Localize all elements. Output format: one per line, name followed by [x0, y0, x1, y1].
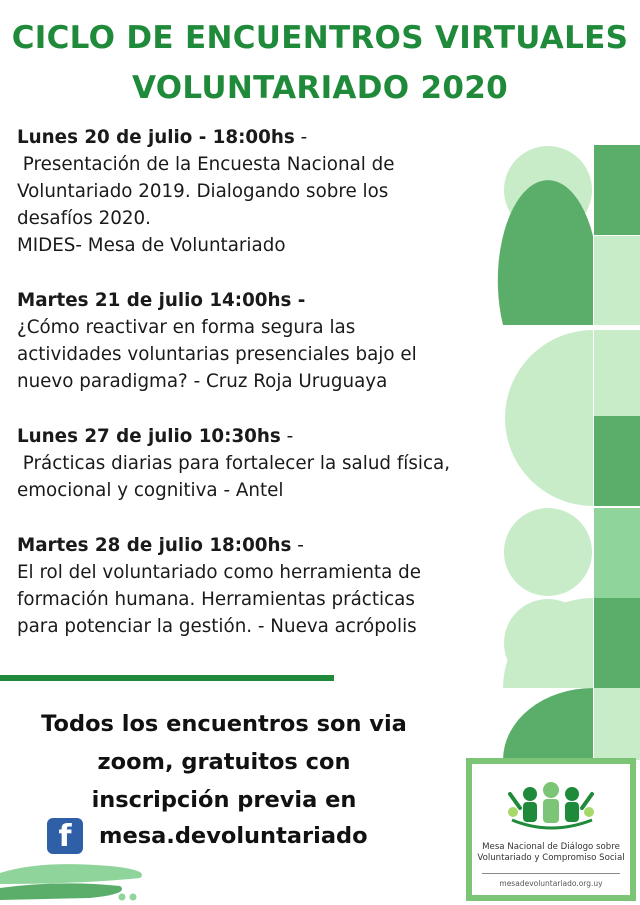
section-divider [0, 675, 334, 681]
deco-rect-5 [594, 598, 640, 688]
deco-circle-2 [504, 508, 592, 596]
organization-logo [466, 758, 636, 901]
event-date-suffix: - [291, 535, 304, 556]
page-title-line-1: CICLO DE ENCUENTROS VIRTUALES [11, 20, 629, 56]
event-line: Presentación de la Encuesta Nacional de [17, 154, 395, 175]
event-date: Martes 28 de julio 18:00hs [17, 535, 292, 556]
deco-rect-1 [594, 145, 640, 235]
event-line: para potenciar la gestión. - Nueva acrópolis [17, 616, 417, 637]
deco-half-2 [594, 236, 640, 325]
logo-divider [482, 873, 620, 874]
event-line: El rol del voluntariado como herramienta de [17, 562, 421, 583]
deco-big-circle [505, 330, 593, 506]
deco-half-3 [503, 598, 593, 688]
facebook-icon[interactable] [47, 818, 83, 854]
page-title-line-2: VOLUNTARIADO 2020 [132, 70, 508, 106]
logo-url: mesadevoluntariado.org.uy [499, 879, 603, 888]
event-date-suffix: - [280, 426, 294, 447]
logo-line-2: Voluntariado y Compromiso Social [477, 853, 625, 863]
event-line: nuevo paradigma? - Cruz Roja Uruguaya [17, 371, 388, 392]
facebook-glyph: f [58, 819, 72, 854]
footer-line-2: zoom, gratuitos con [97, 749, 351, 775]
deco-rect-3 [594, 416, 640, 506]
event-line: emocional y cognitiva - Antel [17, 480, 284, 501]
facebook-link[interactable] [47, 817, 368, 855]
deco-rect-2 [594, 330, 640, 416]
event-item-4 [17, 532, 487, 640]
footer-line-1: Todos los encuentros son via [41, 711, 407, 737]
deco-rect-6 [594, 688, 640, 760]
event-date-suffix: - [294, 127, 308, 148]
footer-line-3: inscripción previa en [91, 787, 357, 813]
events-list [17, 124, 487, 668]
event-date: Lunes 20 de julio - 18:00hs [17, 127, 295, 148]
event-date: Martes 21 de julio 14:00hs - [17, 290, 306, 311]
logo-line-1: Mesa Nacional de Diálogo sobre [482, 842, 620, 852]
event-line: formación humana. Herramientas prácticas [17, 589, 415, 610]
event-item-3 [17, 423, 487, 504]
event-date: Lunes 27 de julio 10:30hs [17, 426, 281, 447]
event-line: ¿Cómo reactivar en forma segura las [17, 317, 356, 338]
event-line: Voluntariado 2019. Dialogando sobre los [17, 181, 389, 202]
event-line: desafíos 2020. [17, 208, 151, 229]
deco-rect-4 [594, 508, 640, 598]
deco-half-4 [503, 688, 593, 760]
deco-brush-1 [0, 864, 142, 884]
deco-brush-2 [0, 883, 122, 900]
logo-text [472, 842, 630, 864]
deco-dot-1 [119, 894, 126, 901]
people-group-icon [472, 764, 630, 842]
event-item-1 [17, 124, 487, 259]
deco-dot-2 [130, 894, 137, 901]
event-line: MIDES- Mesa de Voluntariado [17, 235, 286, 256]
logo-card [472, 764, 630, 895]
footer-message [0, 705, 448, 819]
event-line: actividades voluntarias presenciales bajo el [17, 344, 417, 365]
event-item-2 [17, 287, 487, 395]
event-line: Prácticas diarias para fortalecer la salud física, [17, 453, 451, 474]
facebook-handle[interactable]: mesa.devoluntariado [99, 823, 368, 849]
